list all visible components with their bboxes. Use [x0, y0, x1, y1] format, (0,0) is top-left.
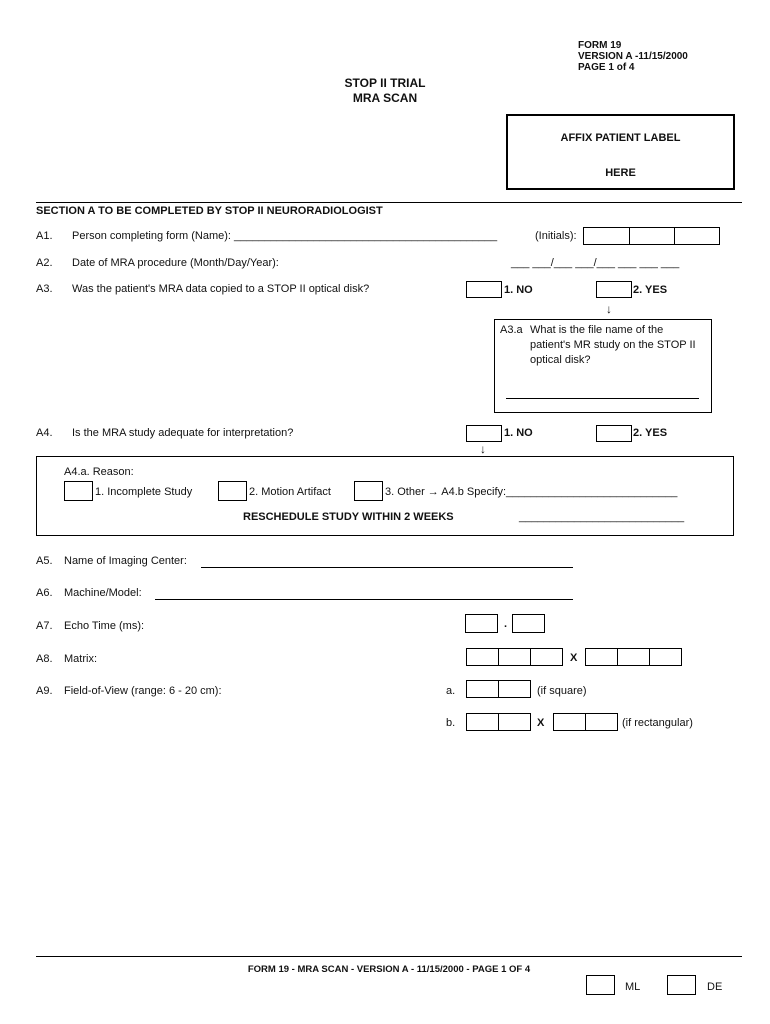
- patient-label-here: HERE: [605, 167, 636, 179]
- a9-question: Field-of-View (range: 6 - 20 cm):: [64, 685, 222, 697]
- digit-cell[interactable]: [585, 713, 618, 731]
- a6-question: Machine/Model:: [64, 587, 142, 599]
- digit-cell[interactable]: [498, 680, 531, 698]
- fov-rect-label: (if rectangular): [622, 717, 693, 729]
- a3a-question-line1: What is the file name of the: [530, 324, 664, 336]
- a4b-specify-continuation[interactable]: ___________________________: [519, 511, 685, 523]
- initials-cell[interactable]: [629, 227, 675, 245]
- matrix-field-1[interactable]: [466, 648, 563, 666]
- matrix-field-2[interactable]: [585, 648, 682, 666]
- ml-checkbox[interactable]: [586, 975, 615, 995]
- initials-cell[interactable]: [674, 227, 720, 245]
- a1-initials-field[interactable]: [583, 227, 720, 245]
- section-a-heading: SECTION A TO BE COMPLETED BY STOP II NEURORADIOLOGIST: [36, 205, 383, 217]
- a4-number: A4.: [36, 427, 53, 439]
- a9-number: A9.: [36, 685, 53, 697]
- machine-model-field[interactable]: [155, 599, 573, 600]
- footer-divider: [36, 956, 742, 957]
- a4-no-label: 1. NO: [504, 427, 533, 439]
- digit-cell[interactable]: [466, 680, 499, 698]
- footer-text: FORM 19 - MRA SCAN - VERSION A - 11/15/2000 - PAGE 1 OF 4: [247, 964, 531, 975]
- a9-option-b: b.: [446, 717, 456, 729]
- a4a-incomplete-checkbox[interactable]: [64, 481, 93, 501]
- section-divider: [36, 202, 742, 203]
- fov-x-separator: X: [537, 717, 545, 729]
- a4a-motion-checkbox[interactable]: [218, 481, 247, 501]
- arrow-down-icon: ↓: [480, 442, 486, 456]
- digit-cell[interactable]: [553, 713, 586, 731]
- form-title: MRA SCAN: [352, 91, 418, 105]
- a2-date-field[interactable]: ___ ___/___ ___/___ ___ ___ ___: [511, 257, 680, 269]
- a4a-other-checkbox[interactable]: [354, 481, 383, 501]
- ml-label: ML: [625, 981, 641, 993]
- de-label: DE: [707, 981, 723, 993]
- reschedule-instruction: RESCHEDULE STUDY WITHIN 2 WEEKS: [243, 511, 454, 523]
- a2-number: A2.: [36, 257, 53, 269]
- initials-cell[interactable]: [583, 227, 630, 245]
- a3a-question-line3: optical disk?: [530, 354, 591, 366]
- form-number: FORM 19: [578, 40, 622, 51]
- a4-yes-label: 2. YES: [633, 427, 668, 439]
- a3a-filename-field[interactable]: [506, 398, 699, 399]
- a6-number: A6.: [36, 587, 53, 599]
- a7-number: A7.: [36, 620, 53, 632]
- digit-cell[interactable]: [649, 648, 682, 666]
- digit-cell[interactable]: [498, 713, 531, 731]
- a3-no-checkbox[interactable]: [466, 281, 502, 298]
- fov-rect-field-2[interactable]: [553, 713, 618, 731]
- a3-yes-label: 2. YES: [633, 284, 668, 296]
- digit-cell[interactable]: [498, 648, 531, 666]
- digit-cell[interactable]: [530, 648, 563, 666]
- echo-time-decimal-box[interactable]: [512, 614, 545, 633]
- a3-no-label: 1. NO: [504, 284, 533, 296]
- a1-number: A1.: [36, 230, 53, 242]
- a3-yes-checkbox[interactable]: [596, 281, 632, 298]
- form-version: VERSION A -11/15/2000: [578, 51, 688, 62]
- digit-cell[interactable]: [585, 648, 618, 666]
- a8-question: Matrix:: [64, 653, 97, 665]
- matrix-x-separator: X: [570, 652, 578, 664]
- fov-rect-field-1[interactable]: [466, 713, 531, 731]
- a1-initials-label: (Initials):: [535, 230, 577, 242]
- a4b-specify-field[interactable]: 3. Other → A4.b Specify:____________________________: [385, 486, 678, 498]
- imaging-center-field[interactable]: [201, 567, 573, 568]
- a3-question: Was the patient's MRA data copied to a STOP II optical disk?: [72, 283, 370, 295]
- page-indicator: PAGE 1 of 4: [578, 62, 635, 73]
- digit-cell[interactable]: [617, 648, 650, 666]
- a4-yes-checkbox[interactable]: [596, 425, 632, 442]
- digit-cell[interactable]: [466, 648, 499, 666]
- a3a-number: A3.a: [500, 324, 523, 336]
- a7-question: Echo Time (ms):: [64, 620, 145, 632]
- fov-square-label: (if square): [537, 685, 587, 697]
- a4a-incomplete-label: 1. Incomplete Study: [95, 486, 193, 498]
- decimal-point: .: [504, 618, 508, 630]
- a3a-question-line2: patient's MR study on the STOP II: [530, 339, 696, 351]
- a1-question: Person completing form (Name): ___________________________________________: [72, 230, 498, 242]
- arrow-down-icon: ↓: [606, 302, 612, 316]
- echo-time-integer-box[interactable]: [465, 614, 498, 633]
- a4-question: Is the MRA study adequate for interpretation?: [72, 427, 294, 439]
- digit-cell[interactable]: [466, 713, 499, 731]
- a2-question: Date of MRA procedure (Month/Day/Year):: [72, 257, 279, 269]
- a5-question: Name of Imaging Center:: [64, 555, 187, 567]
- a5-number: A5.: [36, 555, 53, 567]
- a3-number: A3.: [36, 283, 53, 295]
- fov-square-field[interactable]: [466, 680, 531, 698]
- a9-option-a: a.: [446, 685, 456, 697]
- de-checkbox[interactable]: [667, 975, 696, 995]
- a4a-reason-label: A4.a. Reason:: [64, 466, 134, 478]
- a4a-motion-label: 2. Motion Artifact: [249, 486, 331, 498]
- patient-label-text: AFFIX PATIENT LABEL: [560, 132, 681, 144]
- a8-number: A8.: [36, 653, 53, 665]
- trial-title: STOP II TRIAL: [344, 76, 426, 90]
- a4-no-checkbox[interactable]: [466, 425, 502, 442]
